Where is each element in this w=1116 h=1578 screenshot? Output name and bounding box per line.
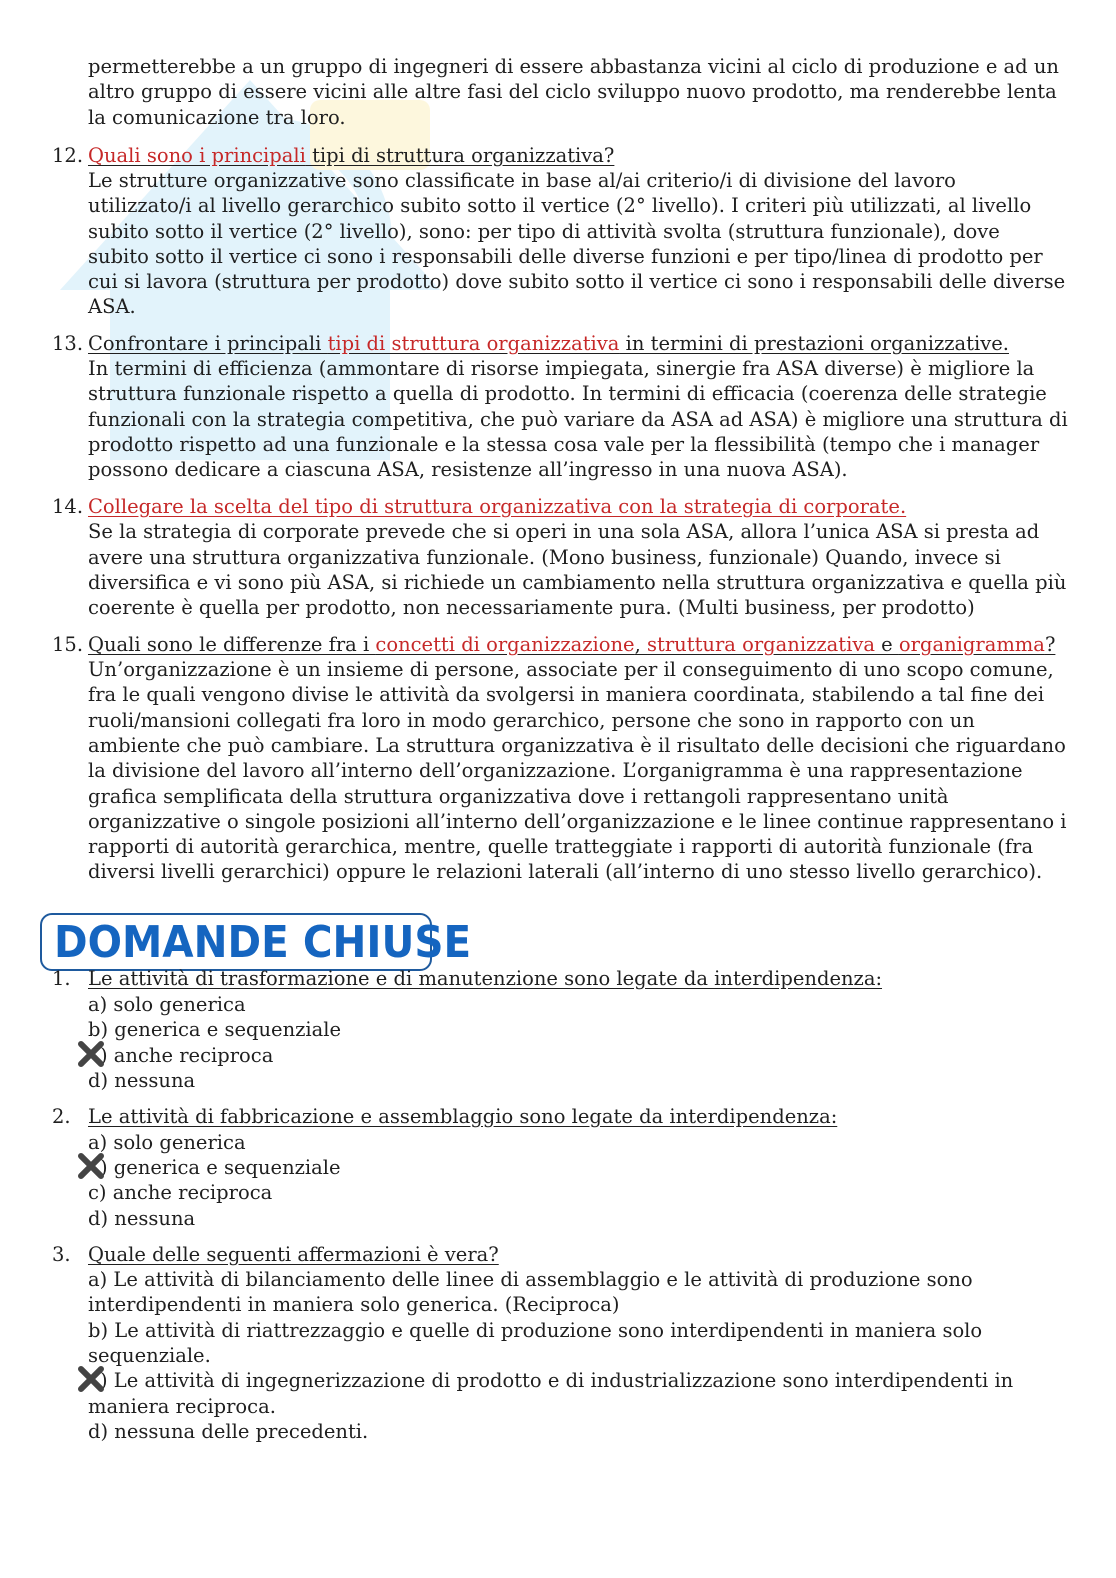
section-banner (40, 913, 472, 971)
question-title (88, 143, 1078, 169)
answer-line: fra le quali vengono divise le attività da svolgersi in maniera coordinata, stabilendo a tal fine dei (88, 683, 1045, 706)
title-highlight: struttura organizzativa (647, 633, 875, 656)
answer-line: Un’organizzazione è un insieme di persone, associate per il conseguimento di uno scopo comune, (88, 658, 1054, 681)
option: a) Le attività di bilanciamento delle linee di assemblaggio e le attività di produzione sono (88, 1268, 973, 1291)
title-highlight: concetti di organizzazione (375, 633, 635, 656)
answer-line: ASA. (88, 295, 136, 318)
answer-line: la divisione del lavoro all’interno dell’organizzazione. L’organigramma è una rappresentazione (88, 759, 1023, 782)
answer-line: subito sotto il vertice (2° livello), sono: per tipo di attività svolta (struttura funzionale), dove (88, 220, 1000, 243)
cross-mark-icon (77, 1040, 105, 1068)
title-text: Confrontare i principali (88, 332, 328, 355)
option: b) generica e sequenziale (88, 1018, 342, 1041)
title-highlight: Collegare la scelta del tipo di struttura organizzativa con la strategia di corporate (88, 495, 900, 518)
answer-line: coerente è quella per prodotto, non necessariamente pura. (Multi business, per prodotto) (88, 596, 975, 619)
banner-title: DOMANDE CHIUSE (54, 916, 472, 968)
question-title: Quale delle seguenti affermazioni è vera? (88, 1243, 499, 1266)
option-selected: ) anche reciproca (100, 1044, 274, 1067)
answer-line: diversi livelli gerarchici) oppure le relazioni laterali (all’interno di uno stesso livello gerarchico). (88, 860, 1043, 883)
answer-line: diversifica e vi sono più ASA, si richiede un cambiamento nella struttura organizzativa e quella più (88, 571, 1067, 594)
title-text: Quali sono le differenze fra i (88, 633, 376, 656)
answer-line: struttura funzionale rispetto a quella di prodotto. In termini di efficacia (coerenza delle strategie (88, 382, 1047, 405)
answer-line: Le strutture organizzative sono classificate in base al/ai criterio/i di divisione del lavoro (88, 169, 956, 192)
title-highlight: organigramma (898, 633, 1045, 656)
option: c) anche reciproca (88, 1181, 273, 1204)
answer-line: subito sotto il vertice ci sono i responsabili delle diverse funzioni e per tipo/linea di prodotto per (88, 245, 1043, 268)
option: a) solo generica (88, 993, 246, 1016)
answer-line: organizzative o singole posizioni all’interno dell’organizzazione e le linee continue rappresentano i (88, 810, 1067, 833)
question-number: 15. (52, 633, 84, 656)
question-title (88, 632, 1078, 658)
option: d) nessuna (88, 1207, 196, 1230)
title-text: in termini di prestazioni organizzative. (619, 332, 1009, 355)
option-continuation: maniera reciproca. (88, 1395, 276, 1418)
answer-line: cui si lavora (struttura per prodotto) dove subito sotto il vertice ci sono i responsabili delle diverse (88, 270, 1066, 293)
cross-mark-icon (77, 1365, 105, 1393)
answer-line: Se la strategia di corporate prevede che si operi in una sola ASA, allora l’unica ASA si presta ad (88, 520, 1040, 543)
question-number: 12. (52, 144, 84, 167)
answer-line: ambiente che può cambiare. La struttura organizzativa è il risultato delle decisioni che riguardano (88, 734, 1066, 757)
question-title: Le attività di trasformazione e di manutenzione sono legate da interdipendenza: (88, 967, 883, 990)
answer-line: grafica semplificata della struttura organizzativa dove i rettangoli rappresentano unità (88, 785, 949, 808)
question-number: 13. (52, 332, 84, 355)
question-title (88, 331, 1078, 357)
option-selected: ) generica e sequenziale (100, 1156, 341, 1179)
answer-line: rapporti di autorità gerarchica, mentre, quelle tratteggiate i rapporti di autorità funzionale (fra (88, 835, 1034, 858)
option: a) solo generica (88, 1131, 246, 1154)
option-continuation: interdipendenti in maniera solo generica. (Reciproca) (88, 1293, 620, 1316)
answer-line: prodotto rispetto ad una funzionale e la stessa cosa vale per la flessibilità (tempo che i manager (88, 433, 1040, 456)
question-title: Le attività di fabbricazione e assemblaggio sono legate da interdipendenza: (88, 1105, 838, 1128)
title-highlight: tipi di struttura organizzativa (327, 332, 620, 355)
intro-line: permetterebbe a un gruppo di ingegneri di essere abbastanza vicini al ciclo di produzione e ad un (88, 55, 1059, 78)
title-text: . (899, 495, 907, 518)
title-text: tipi di struttura organizzativa? (305, 144, 615, 167)
answer-line: ruoli/mansioni collegati fra loro in modo gerarchico, persone che sono in rapporto con un (88, 709, 975, 732)
option: b) Le attività di riattrezzaggio e quelle di produzione sono interdipendenti in maniera solo (88, 1319, 983, 1342)
question-number: 14. (52, 495, 84, 518)
title-text: ? (1044, 633, 1056, 656)
option: d) nessuna delle precedenti. (88, 1420, 369, 1443)
question-title (88, 494, 1078, 520)
option-continuation: sequenziale. (88, 1344, 211, 1367)
answer-line: In termini di efficienza (ammontare di risorse impiegata, sinergie fra ASA diverse) è migliore la (88, 357, 1035, 380)
title-text: , (634, 633, 648, 656)
cross-mark-icon (77, 1152, 105, 1180)
option-selected: ) Le attività di ingegnerizzazione di prodotto e di industrializzazione sono interdipendenti in (100, 1369, 1014, 1392)
title-highlight: Quali sono i principali (88, 144, 306, 167)
answer-line: funzionali con la strategia competitiva, che può variare da ASA ad ASA) è migliore una struttura di (88, 408, 1068, 431)
title-text: e (874, 633, 899, 656)
intro-line: altro gruppo di essere vicini alle altre fasi del ciclo sviluppo nuovo prodotto, ma renderebbe lenta (88, 80, 1057, 103)
answer-line: avere una struttura organizzativa funzionale. (Mono business, funzionale) Quando, invece si (88, 546, 1001, 569)
question-number: 1. (52, 967, 71, 990)
answer-line: utilizzato/i al livello gerarchico subito sotto il vertice (2° livello). I criteri più utilizzati, al livello (88, 194, 1032, 217)
question-number: 3. (52, 1243, 71, 1266)
option: d) nessuna (88, 1069, 196, 1092)
intro-line: la comunicazione tra loro. (88, 106, 346, 129)
answer-line: possono dedicare a ciascuna ASA, resistenze all’ingresso in una nuova ASA). (88, 458, 848, 481)
question-number: 2. (52, 1105, 71, 1128)
